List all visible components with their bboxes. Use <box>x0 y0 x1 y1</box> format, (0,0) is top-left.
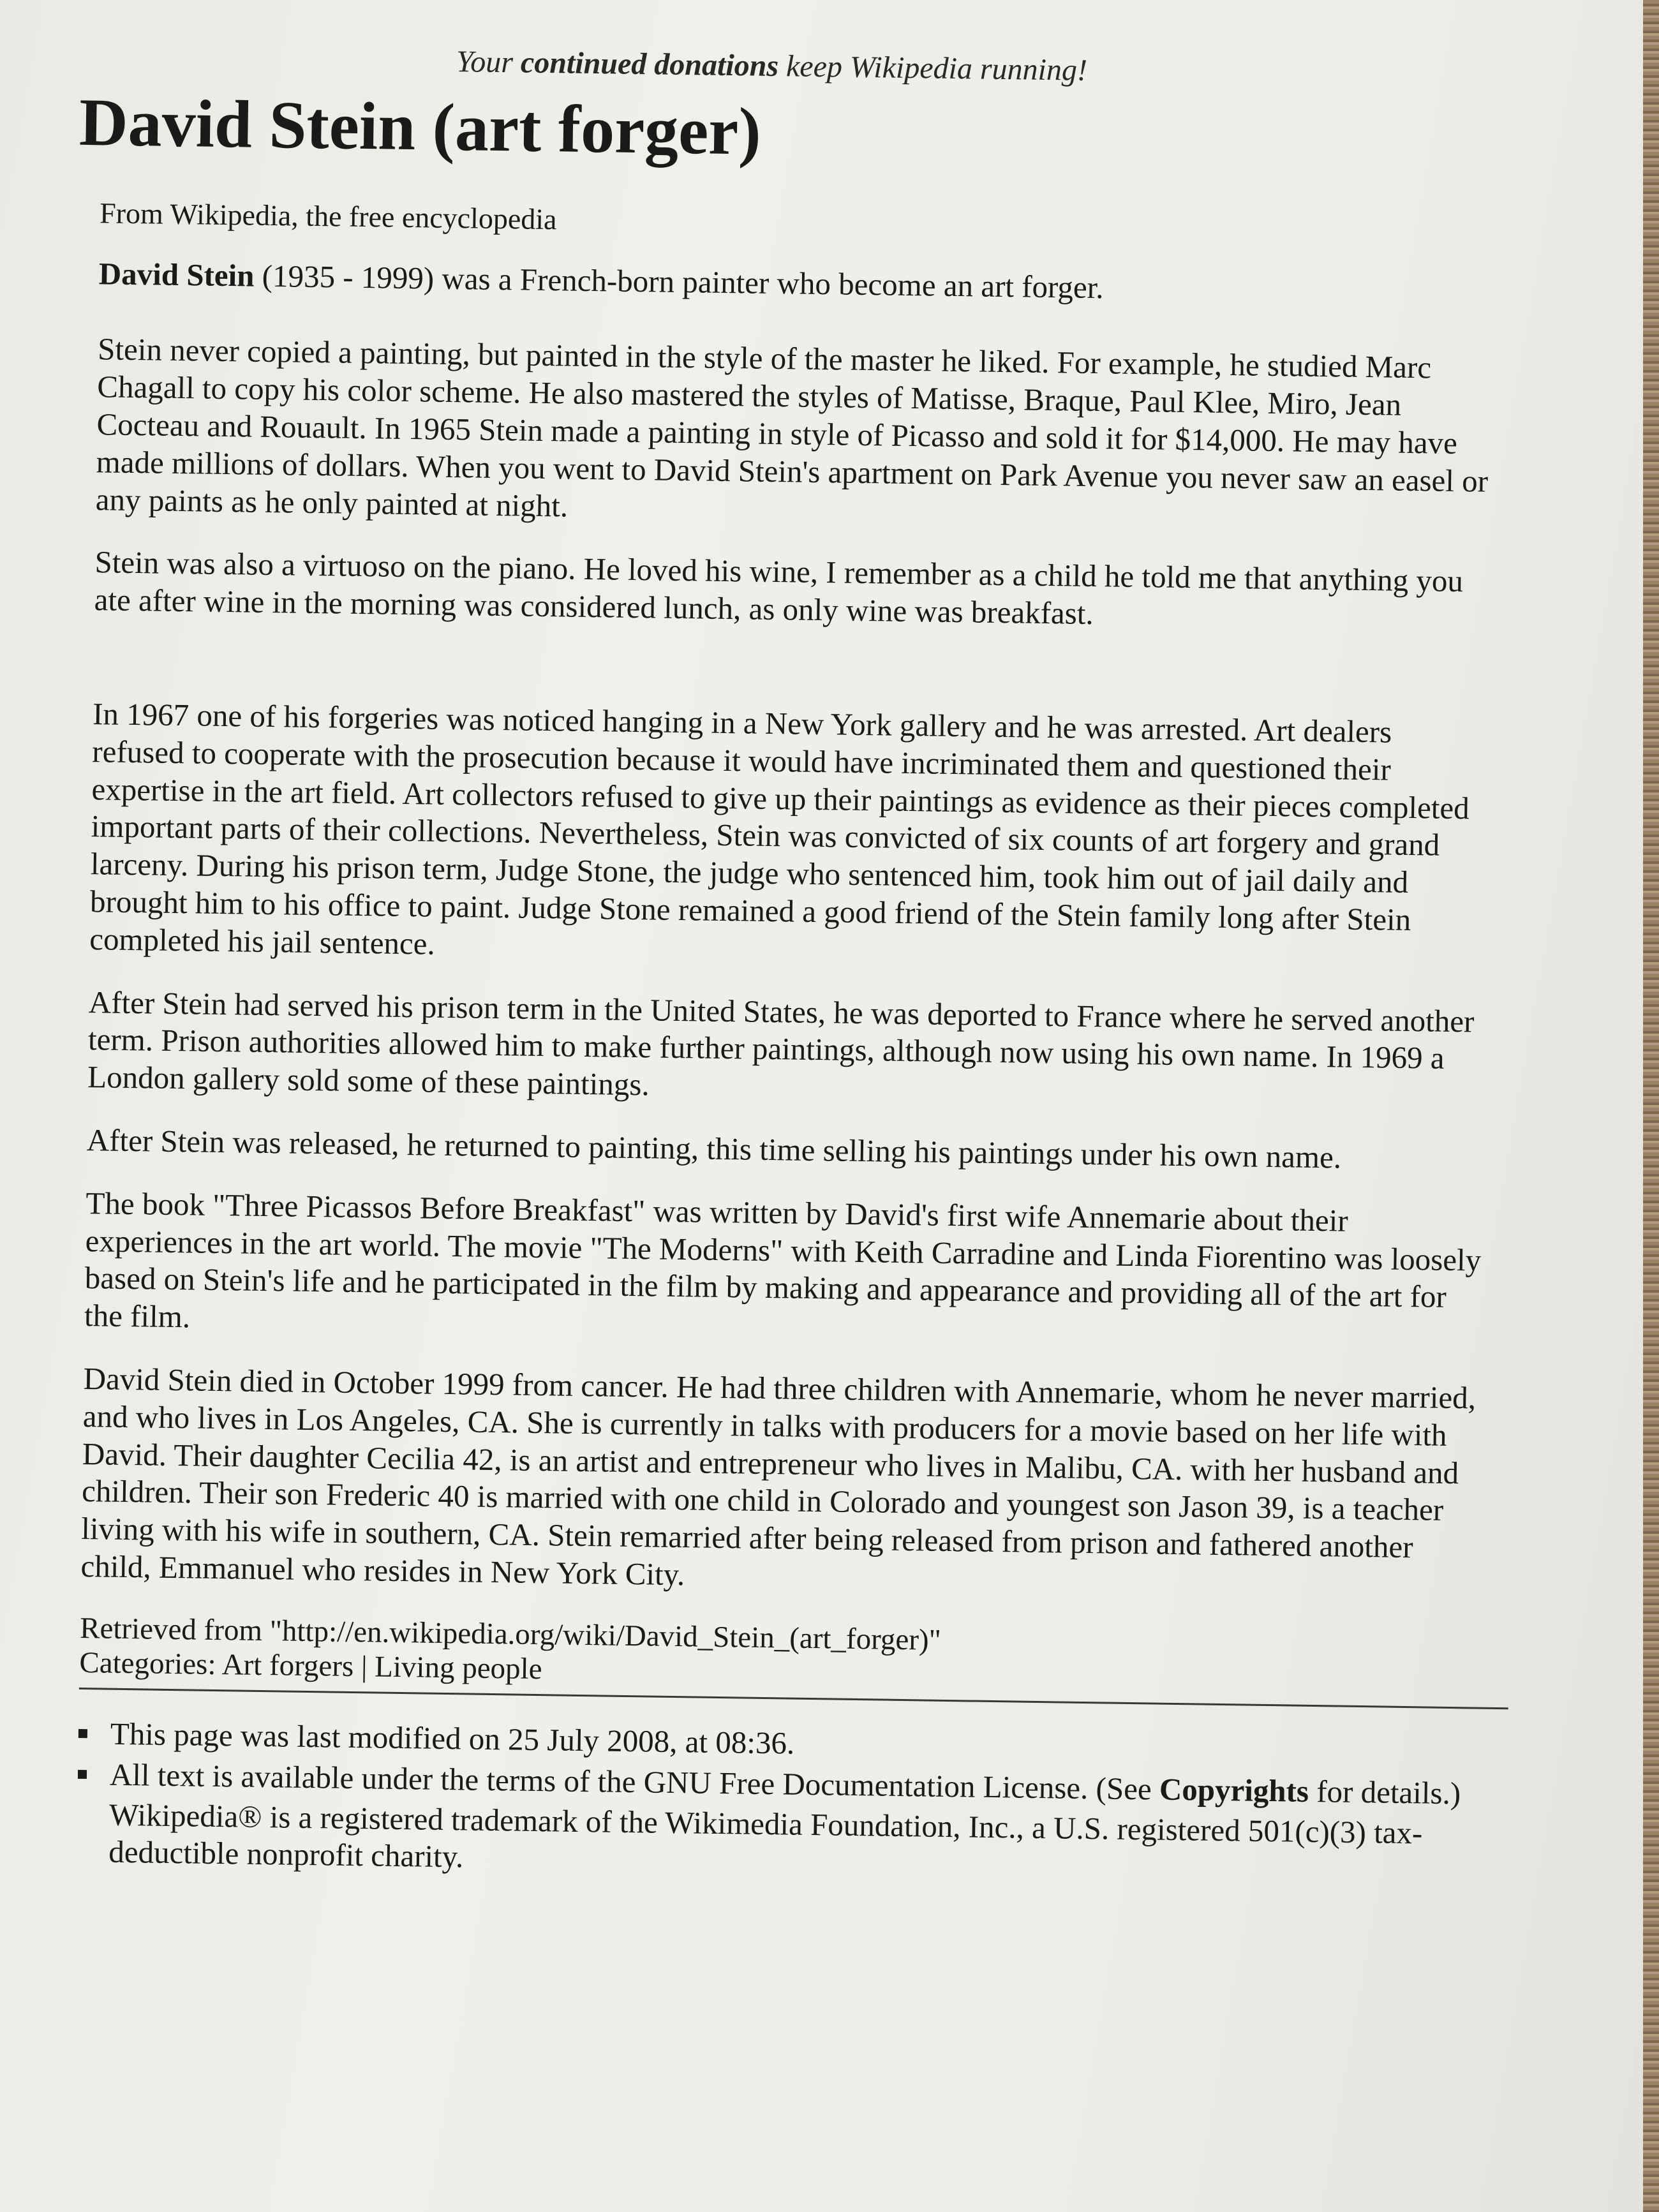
page-title: David Stein (art forger) <box>78 84 762 169</box>
paragraph-piano: Stein was also a virtuoso on the piano. He loved his wine, I remember as a child he told me that anything you ate after wine in the morning was considered lunch, as only wine was breakfast. <box>94 544 1464 632</box>
banner-text-end: keep Wikipedia running! <box>778 49 1088 87</box>
retrieved-url-link[interactable]: http://en.wikipedia.org/wiki/David_Stein_(art_forger) <box>281 1614 929 1657</box>
retrieved-prefix: Retrieved from " <box>79 1611 283 1648</box>
license-text-end: for details.) <box>1308 1773 1461 1811</box>
category-link-art-forgers[interactable]: Art forgers <box>221 1647 354 1683</box>
article-content <box>19 38 1499 1890</box>
banner-text-bold: continued donations <box>520 45 779 84</box>
lead-text: (1935 - 1999) was a French-born painter who become an art forger. <box>254 258 1104 305</box>
subject-name: David Stein <box>98 255 255 293</box>
banner-text-start: Your <box>456 45 521 80</box>
bullet-icon <box>78 1770 87 1779</box>
categories-label: Categories: <box>79 1645 223 1681</box>
retrieved-suffix: " <box>928 1623 942 1657</box>
paragraph-deportation: After Stein had served his prison term in the United States, he was deported to France where he served another term. Prison authorities allowed him to make further paintings, although now using his own name. In 1969 a London gallery sold some of these paintings. <box>87 984 1475 1102</box>
paragraph-arrest: In 1967 one of his forgeries was noticed hanging in a New York gallery and he was arrested. Art dealers refused to cooperate with the prosecution because it would have incriminated them and questioned their expertise in the art field. Art collectors refused to give up their paintings as evidence as their pieces completed important parts of their collections. Nevertheless, Stein was convicted of six counts of art forgery and grand larceny. During his prison term, Judge Stone, the judge who sentenced him, took him out of jail daily and brought him to his office to paint. Judge Stone remained a good friend of the Stein family long after Stein completed his jail sentence. <box>89 696 1470 961</box>
paragraph-book-movie: The book "Three Picassos Before Breakfast" was written by David's first wife Annemarie about their experiences in the art world. The movie "The Moderns" with Keith Carradine and Linda Fiorentino was loosely based on Stein's life and he participated in the film by making and appearance and providing all of the art for the film. <box>84 1185 1482 1335</box>
paragraph-style: Stein never copied a painting, but painted in the style of the master he liked. For example, he studied Marc Chagall to copy his color scheme. He also mastered the styles of Matisse, Braque, Paul Klee, Miro, Jean Cocteau and Rouault. In 1965 Stein made a painting in style of Picasso and sold it for $14,000. He may have made millions of dollars. When you went to David Stein's apartment on Park Avenue you never saw an easel or any paints as he only painted at night. <box>95 331 1489 524</box>
paragraph-release: After Stein was released, he returned to painting, this time selling his paintings under his own name. <box>86 1122 1342 1175</box>
site-tagline: From Wikipedia, the free encyclopedia <box>99 196 557 235</box>
copyrights-link[interactable]: Copyrights <box>1159 1771 1309 1809</box>
paragraph-death-family: David Stein died in October 1999 from cancer. He had three children with Annemarie, whom he never married, and who lives in Los Angeles, CA. She is currently in talks with producers for a movie based on her life with David. Their daughter Cecilia 42, is an artist and entrepreneur who lives in Malibu, CA. with her husband and children. Their son Frederic 40 is married with one child in Colorado and youngest son Jason 39, is a teacher living with his wife in southern, CA. Stein remarried after being released from prison and fathered another child, Emmanuel who resides in New York City. <box>80 1360 1477 1592</box>
category-separator: | <box>353 1649 375 1684</box>
trademark-notice: Wikipedia® is a registered trademark of the Wikimedia Foundation, Inc., a U.S. registered 501(c)(3) tax-deductible nonprofit charity. <box>108 1797 1423 1874</box>
last-modified-text: This page was last modified on 25 July 2008, at 08:36. <box>110 1716 795 1761</box>
license-text-start: All text is available under the terms of the GNU Free Documentation License. (See <box>109 1756 1160 1807</box>
background-surface <box>1643 0 1659 2212</box>
donation-banner <box>44 38 1499 94</box>
bullet-icon <box>78 1729 87 1738</box>
lead-paragraph <box>98 255 1496 312</box>
footer-list <box>78 1715 1482 1812</box>
category-link-living-people[interactable]: Living people <box>374 1650 542 1686</box>
